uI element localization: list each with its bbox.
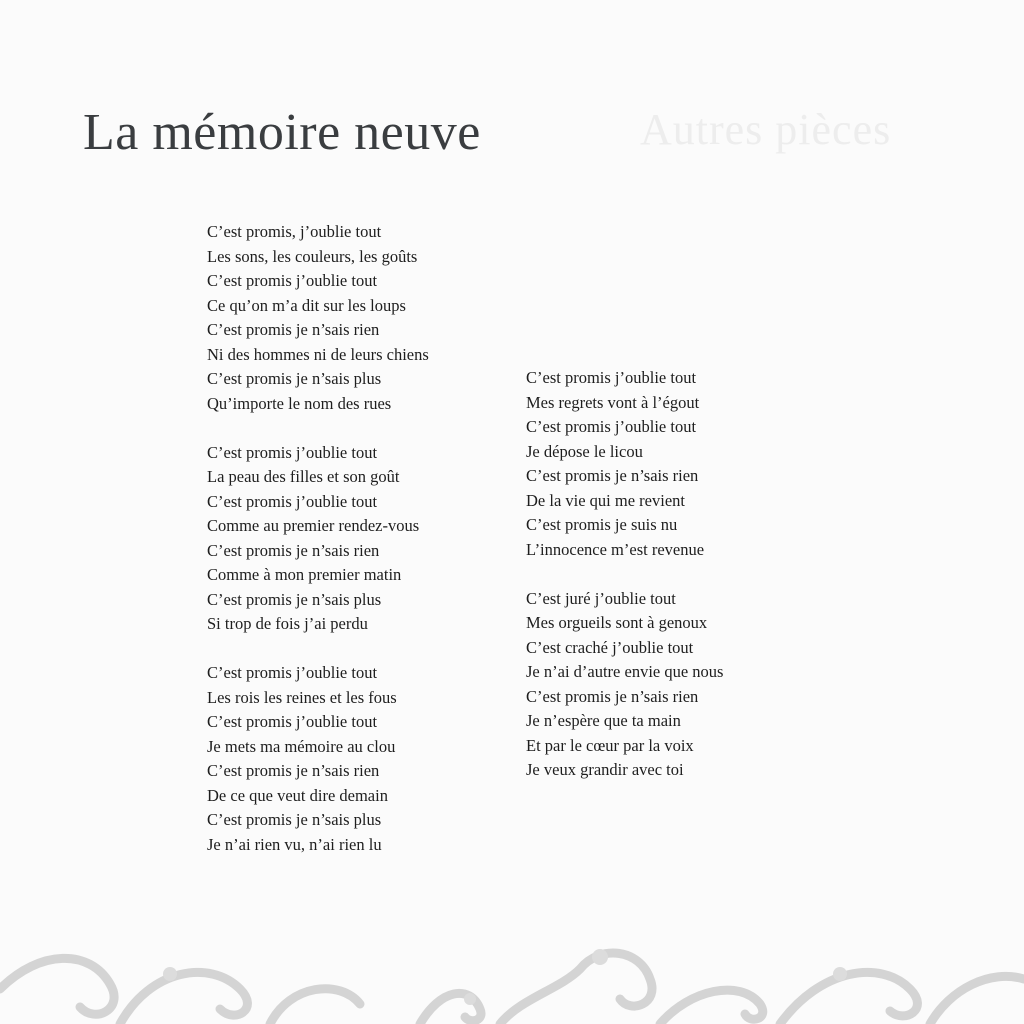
lyric-line: Je n’espère que ta main [526, 711, 681, 730]
lyric-line: Mes regrets vont à l’égout [526, 392, 700, 412]
lyric-line: Je n’ai d’autre envie que nous [526, 662, 724, 681]
lyric-line: C’est promis je suis nu [526, 515, 678, 534]
lyrics-column-right [526, 366, 856, 807]
lyric-line: C’est promis j’oublie tout [526, 417, 697, 436]
lyric-line: Les sons, les couleurs, les goûts [207, 246, 418, 266]
stanza [207, 441, 537, 637]
lyric-line: C’est promis j’oublie tout [207, 663, 378, 682]
lyric-line: C’est promis j’oublie tout [207, 442, 378, 462]
lyric-line: C’est promis j’oublie tout [207, 712, 378, 731]
lyric-line: Je n’ai rien vu, n’ai rien lu [207, 834, 382, 854]
lyric-line: C’est juré j’oublie tout [526, 588, 676, 608]
lyric-line: C’est promis je n’sais rien [526, 466, 699, 485]
page-title: La mémoire neuve [83, 104, 481, 161]
lyric-line: C’est promis j’oublie tout [207, 491, 378, 511]
stanza [207, 661, 537, 857]
lyric-line: Et par le cœur par la voix [526, 735, 694, 755]
lyric-line: Comme au premier rendez-vous [207, 516, 420, 535]
lyric-line: C’est promis je n’sais rien [207, 761, 380, 780]
lyric-line: C’est promis je n’sais rien [207, 320, 380, 339]
lyric-line: De ce que veut dire demain [207, 785, 388, 805]
lyric-line: Si trop de fois j’ai perdu [207, 614, 368, 633]
stanza [526, 587, 856, 783]
lyric-line: De la vie qui me revient [526, 490, 685, 510]
lyric-line: Je veux grandir avec toi [526, 760, 684, 779]
lyric-line: Ce qu’on m’a dit sur les loups [207, 295, 406, 315]
show-through-title: Autres pièces [640, 105, 892, 154]
lyric-line: C’est promis je n’sais rien [207, 540, 380, 560]
lyric-line: C’est promis je n’sais plus [207, 810, 382, 829]
lyric-line: La peau des filles et son goût [207, 467, 400, 486]
lyric-line: Je dépose le licou [526, 441, 643, 461]
lyric-line: C’est promis je n’sais plus [207, 589, 382, 609]
lyric-line: Qu’importe le nom des rues [207, 393, 392, 413]
lyric-line: C’est promis j’oublie tout [207, 271, 378, 290]
lyric-line: Comme à mon premier matin [207, 565, 402, 584]
lyrics-column-left [207, 220, 537, 882]
stanza [207, 220, 537, 416]
lyric-line: C’est promis je n’sais plus [207, 369, 382, 388]
lyric-line: Je mets ma mémoire au clou [207, 736, 396, 756]
lyric-line: C’est promis je n’sais rien [526, 686, 699, 706]
lyric-line: Mes orgueils sont à genoux [526, 613, 708, 632]
lyric-line: Ni des hommes ni de leurs chiens [207, 344, 429, 364]
lyric-line: C’est promis j’oublie tout [526, 368, 697, 387]
lyric-line: L’innocence m’est revenue [526, 539, 705, 559]
floral-scroll-ornament-icon [0, 929, 1024, 1024]
lyric-line: C’est craché j’oublie tout [526, 637, 694, 657]
stanza [526, 366, 856, 562]
lyric-line: Les rois les reines et les fous [207, 687, 397, 707]
lyric-line: C’est promis, j’oublie tout [207, 222, 382, 241]
